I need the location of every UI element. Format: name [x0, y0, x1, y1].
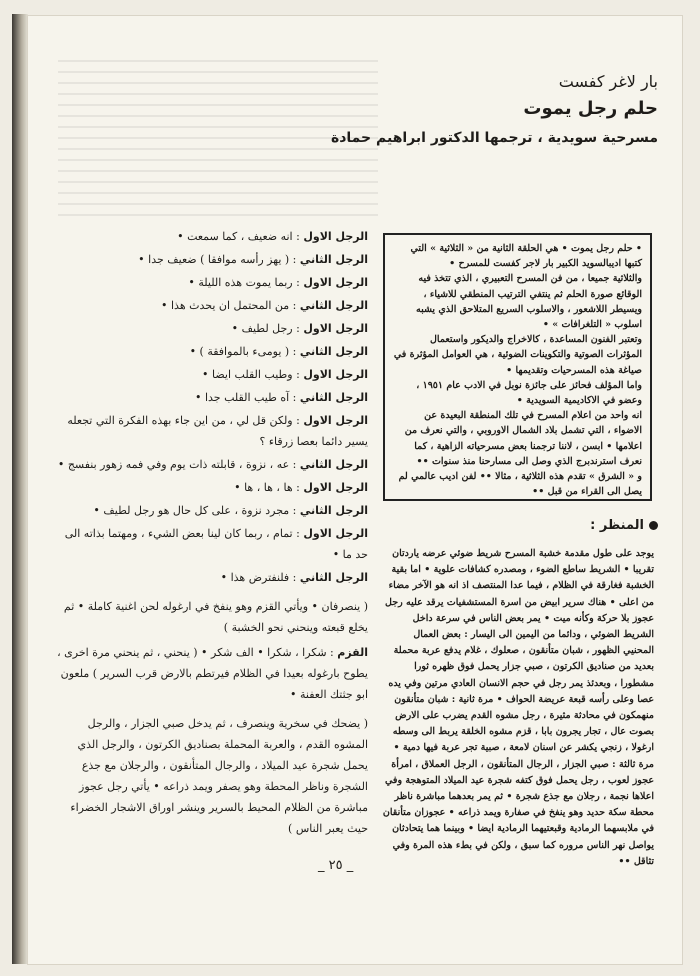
dialogue-text: : فلنفترض هذا •	[220, 571, 297, 584]
dialogue-line	[54, 410, 368, 452]
intro-paragraph: واما المؤلف فحائز على جائزة نوبل في الادب عام ١٩٥١ ، وعضو في الاكاديمية السويدية •	[416, 379, 642, 407]
dialogue-line	[54, 295, 368, 316]
dialogue-line	[54, 249, 368, 270]
speaker-name: الرجل الاول	[303, 276, 368, 289]
dialogue-text: : رجل لطيف •	[231, 322, 300, 335]
dialogue-line	[54, 272, 368, 293]
dialogue-text: : شكرا ، شكرا • الف شكر • ( ينحني ، ثم ينحني مرة اخرى ، يطوح بارغوله بعيدا في الظلام فيرتطم بالارض قرب السرير ) ملعون ابو جثتك العفنة •	[57, 646, 368, 701]
dialogue-line	[54, 477, 368, 498]
speaker-name: الرجل الاول	[303, 368, 368, 381]
speaker-name: الرجل الاول	[303, 322, 368, 335]
dialogue-text: : من المحتمل ان يحدث هذا •	[161, 299, 297, 312]
scene-heading	[590, 518, 658, 533]
dialogue-line	[54, 642, 368, 705]
dialogue-text: : مجرد نزوة ، على كل حال هو رجل لطيف •	[93, 504, 297, 517]
speaker-name: الرجل الثاني	[299, 571, 368, 584]
dialogue-text: : آه طيب القلب جدا •	[194, 391, 297, 404]
intro-paragraph: • حلم رجل يموت • هي الحلقة الثانية من « الثلاثية » التي كتبها اديبالسويد الكبير بار لاجر كفست للمسرح •	[410, 243, 642, 270]
dialogue-line	[54, 341, 368, 362]
page-number: _ ٢٥ _	[318, 858, 354, 873]
dialogue-text: : ها ، ها ، ها •	[234, 481, 300, 494]
dialogue-line	[54, 500, 368, 521]
dialogue-line	[54, 226, 368, 247]
intro-paragraph: و « الشرق » تقدم هذه الثلاثية ، مثالا •• لفن اديب عالمي لم يصل الى القراء من قبل ••	[398, 471, 642, 498]
intro-box	[383, 233, 652, 501]
speaker-name: الرجل الاول	[303, 481, 368, 494]
dialogue-line	[54, 387, 368, 408]
stage-direction: ( يضحك في سخرية وينصرف ، ثم يدخل صبي الجزار ، والرجل المشوه القدم ، والعربة المحملة بصناديق الكرتون ، والرجل الذي يحمل شجرة عيد الميلاد ، والرجال المتأنقون ، والرجلان مع جذع الشجرة وناظر المحطة وهو يصفر ويمد ذراعه • يأتي رجل عجوز مباشرة من الظلام المحيط بالسرير وينشر اوراق الاشجار الخضراء حيث يعبر الناس )	[70, 717, 368, 835]
dialogue-text: : انه ضعيف ، كما سمعت •	[177, 230, 300, 243]
speaker-name: الرجل الاول	[303, 230, 368, 243]
speaker-name: الرجل الثاني	[299, 345, 368, 358]
author-name: بار لاغر كفست	[558, 72, 658, 91]
play-subtitle: مسرحية سويدية ، ترجمها الدكتور ابراهيم حمادة	[330, 130, 658, 146]
dialogue-text: : ( يهز رأسه موافقا ) ضعيف جدا •	[138, 253, 297, 266]
speaker-name: الرجل الثاني	[299, 299, 368, 312]
scene-heading-text: المنظر :	[590, 518, 644, 533]
speaker-name: الرجل الثاني	[299, 458, 368, 471]
dialogue-text: : ( يومىء بالموافقة ) •	[189, 345, 297, 358]
dialogue-line	[54, 364, 368, 385]
bullet-icon	[649, 521, 658, 530]
dialogue-line	[54, 567, 368, 588]
book-spine	[12, 14, 28, 964]
dialogue-line	[54, 318, 368, 339]
speaker-name: الرجل الثاني	[299, 504, 368, 517]
stage-direction: ( ينصرفان • ويأتي القزم وهو ينفخ في ارغوله لحن اغنية كاملة • ثم يخلع قبعته وينحني نحو الخشبة )	[63, 600, 368, 634]
dialogue-text: : ربما يموت هذه الليلة •	[188, 276, 300, 289]
speaker-name: الرجل الاول	[303, 414, 368, 427]
dialogue-line	[54, 523, 368, 565]
speaker-name: القزم	[337, 646, 368, 659]
speaker-name: الرجل الثاني	[299, 253, 368, 266]
dialogue-column	[54, 226, 368, 843]
intro-paragraph: وتعتبر الفنون المساعدة ، كالاخراج والديكور واستعمال المؤثرات الصوتية والتكوينات الضوئية ، هي العوامل المؤثرة في صياغة هذه المسرحيات وتقديمها •	[393, 334, 642, 376]
dialogue-text: : ولكن قل لي ، من اين جاء بهذه الفكرة التي تجعله يسير دائما بعصا زرقاء ؟	[67, 414, 368, 448]
dialogue-text: : تمام ، ربما كان لينا بعض الشيء ، ومهتما بذاته الى حد ما •	[64, 527, 368, 561]
dialogue-text: : عه ، نزوة ، قابلته ذات يوم وفي فمه زهور بنفسج •	[57, 458, 297, 471]
play-title: حلم رجل يموت	[523, 98, 658, 119]
dialogue-text: : وطيب القلب ايضا •	[202, 368, 300, 381]
speaker-name: الرجل الثاني	[299, 391, 368, 404]
scene-description: يوجد على طول مقدمة خشبة المسرح شريط ضوئي عرضه ياردتان تقريبا • الشريط ساطع الضوء ، ومصدره كشافات علوية • اما بقية الخشبة فغارقة في الظلام ، فيما عدا المنتصف اذ انه هو الآخر مضاء من اعلى • هناك سرير ابيض من اسرة المستشفيات يرقد عليه رجل عجوز بلا حركة وكأنه ميت • يمر بعض الناس في سرعة داخل الشريط الضوئي ، ودائما من اليمين الى اليسار : بعض العمال المحنيي الظهور ، شبان متأنقون ، صعلوك ، غلام يدفع عربة محملة بعديد من صناديق الكرتون ، صبي جزار يحمل فوق ظهره ثورا مشطورا ، وبعدئذ يمر رجل في حجم الانسان العادي مرتين وفي يده عصا وعلى رأسه قبعة عريضة الحواف • مرة ثانية : شبان متأنقون منهمكون في محادثة مثيرة ، رجل مشوه القدم يضرب على الارض بصوت عال ، تجار يجرون بابا ، قزم مشوه الخلقة يربط الى وسطه ارغولا ، زنجي يكشر عن اسنان لامعة ، صبية تجر عربة فيها دمية • مرة ثالثة : صبي الجزار ، الرجال المتأنقون ، الرجل العملاق ، امرأة عجوز لعوب ، رجل يحمل فوق كتفه شجرة عيد الميلاد المتوهجة وفي اعلاها نجمة ، رجلان مع جذع شجرة • ثم يمر بعدهما مباشرة ناظر محطة سكة حديد وهو ينفخ في صفارة ويمد ذراعه • عجوزان متأنقان في ملابسهما الرمادية وقبعتيهما الرمادية ايضا • وبينما هما يتحادثان يواصل نهر الناس مروره كما سبق ، ولكن في بطء هذه المرة وفي تثاقل ••	[382, 548, 654, 867]
intro-paragraph: انه واحد من اعلام المسرح في تلك المنطقة البعيدة عن الاضواء ، التي تشمل بلاد الشمال الاوروبي ، والتي نعرف من اعلامها • ابسن ، لاننا ترجمنا بعض مسرحياته الزاهية ، كما نعرف استرندبرج الذي وصل الى مسارحنا منذ سنوات ••	[404, 410, 642, 467]
speaker-name: الرجل الاول	[303, 527, 368, 540]
dialogue-line	[54, 454, 368, 475]
intro-paragraph: والثلاثية جميعا ، من فن المسرح التعبيري ، الذي تتخذ فيه الوقائع صورة الحلم ثم ينتفي الترتيب المنطقي للاشياء ، ويسيطر اللاشعور ، والاسلوب السريع المتلاحق الذي يشبه اسلوب « التلغرافات » •	[415, 273, 642, 331]
